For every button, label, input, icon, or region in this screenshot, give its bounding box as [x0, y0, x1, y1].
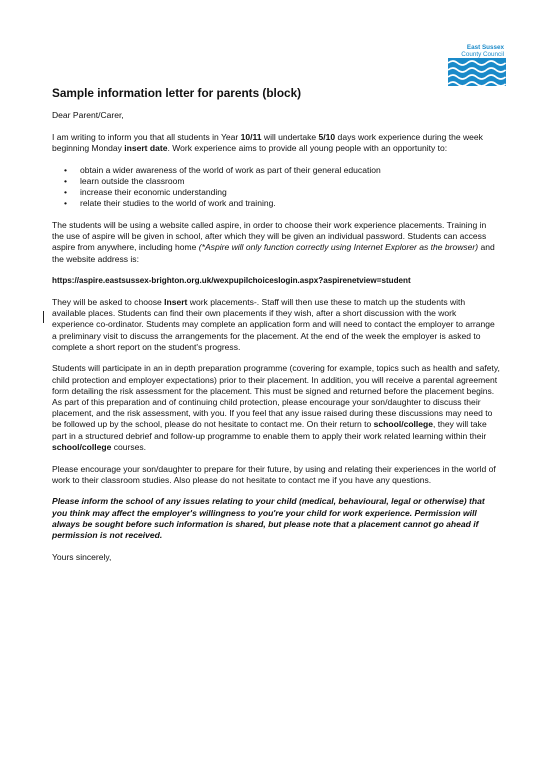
placements-paragraph	[52, 297, 500, 353]
text-run: I am writing to inform you that all students in Year	[52, 131, 241, 142]
logo-line-1: East Sussex	[466, 44, 504, 51]
logo-text	[448, 44, 506, 58]
intro-paragraph	[52, 132, 500, 154]
permission-notice: Please inform the school of any issues relating to your child (medical, behavioural, legal or otherwise) that you think may affect the employer's willingness to you're your child for work experience. Permission will always be sought before such information is shared, but please note that a placement cannot go ahead if permission is not received.	[52, 496, 485, 541]
text-cursor-marker	[43, 311, 44, 323]
letter-title: Sample information letter for parents (block)	[52, 86, 302, 100]
text-run: They will be asked to choose	[52, 296, 165, 307]
text-run: , they will take part in a structured debrief and follow-up programme to enable them to apply their work related learning within their	[52, 419, 487, 441]
text-run: will undertake	[261, 131, 319, 142]
letter-body	[52, 86, 500, 574]
encourage-paragraph: Please encourage your son/daughter to prepare for their future, by using and relating their experiences in the world of work to their classroom studies. Also please do not hesitate to contact me if you have any questions.	[52, 463, 496, 485]
preparation-paragraph	[52, 363, 500, 453]
east-sussex-logo	[448, 44, 506, 88]
text-run: days work experience during the week beginning Monday	[52, 131, 483, 153]
list-item: • relate their studies to the world of work and training.	[80, 198, 500, 209]
text-run: Students will participate in an in depth preparation programme (covering for example, topics such as health and safety, child protection and employer expectations) prior to their placement. In addition, you will receive a parental agreement form detailing the risk assessment for the placement. This must be signed and returned before the placement begins. As part of this preparation and of continuing child protection, please encourage your son/daughter to discuss their placement, and the risk assessment, with you. If you feel that any issue raised during these discussions may need to be followed up by the school, please do not hesitate to contact me. On their return to	[52, 363, 500, 430]
school-college-placeholder: school/college	[52, 441, 112, 452]
waves-icon	[448, 58, 506, 86]
text-run: . Work experience aims to provide all young people with an opportunity to:	[167, 142, 448, 153]
date-placeholder: insert date	[124, 142, 168, 153]
text-run: work placements-. Staff will then use these to match up the students with available places. Students can find their own placements if they wish, after a short discussion with the work experience co-ordinator. Students may complete an application form and will need to contact the employer to arrange a preliminary visit to discuss the arrangements for the placement. At the end of the week the employer is asked to complete a short report on the student's progress.	[52, 296, 495, 352]
list-item: • learn outside the classroom	[80, 176, 500, 187]
aims-list	[52, 165, 500, 210]
salutation: Dear Parent/Carer,	[52, 110, 124, 120]
logo-line-2: County Council	[461, 51, 504, 58]
placements-placeholder: Insert	[164, 296, 188, 307]
year-placeholder: 10/11	[240, 131, 262, 142]
list-item: • increase their economic understanding	[80, 187, 500, 198]
days-placeholder: 5/10	[318, 131, 336, 142]
aspire-paragraph	[52, 220, 500, 265]
text-run: and the website address is:	[52, 242, 495, 264]
closing: Yours sincerely,	[52, 551, 112, 562]
text-run: The students will be using a website called aspire, in order to choose their work experience placements. Training in the use of aspire will be given in school, after which they will be given an individual password. Students can access aspire from anywhere, including home	[52, 219, 487, 253]
text-run: courses.	[111, 441, 147, 452]
aspire-url: https://aspire.eastsussex-brighton.org.uk/wexpupilchoiceslogin.aspx?aspirenetview=student	[52, 276, 411, 286]
school-college-placeholder: school/college	[373, 419, 434, 430]
list-item: • obtain a wider awareness of the world of work as part of their general education	[80, 165, 500, 176]
browser-note: (*Aspire will only function correctly using Internet Explorer as the browser)	[198, 242, 479, 253]
